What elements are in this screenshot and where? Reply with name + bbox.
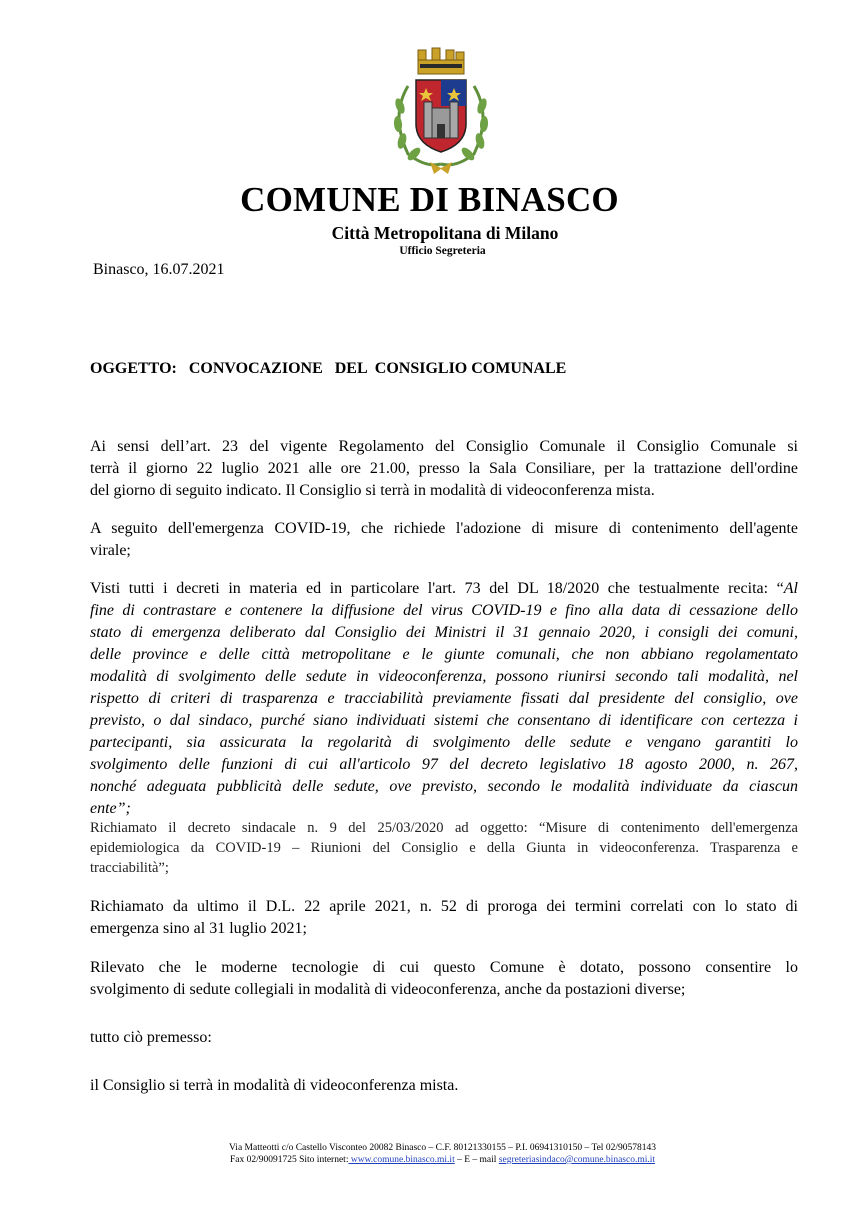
text-line: svolgimento di sedute collegiali in modalità di videoconferenza, anche da postazioni diverse; bbox=[90, 981, 686, 998]
text-line: tutto ciò premesso: bbox=[90, 1029, 212, 1046]
quote-line: rispetto di criteri di trasparenza e tracciabilità previamente fissati dal presidente del consiglio, ove bbox=[90, 690, 798, 707]
text-line: epidemiologica da COVID-19 – Riunioni del Consiglio e della Giunta in videoconferenza. Trasparenza e bbox=[90, 840, 798, 856]
paragraph-dl-extension bbox=[90, 896, 798, 940]
website-link[interactable]: www.comune.binasco.mi.it bbox=[348, 1155, 455, 1165]
paragraph-conclusion bbox=[90, 1075, 798, 1097]
paragraph-mayoral-decree bbox=[90, 818, 798, 878]
text-line: del giorno di seguito indicato. Il Consiglio si terrà in modalità di videoconferenza mista. bbox=[90, 482, 655, 499]
paragraph-emergency bbox=[90, 518, 798, 562]
quote-line: stato di emergenza deliberato dal Consiglio dei Ministri il 31 gennaio 2020, i consigli dei comuni, bbox=[90, 624, 798, 641]
footer-contacts bbox=[0, 1154, 859, 1166]
footer-fax: Fax 02/90091725 Sito internet: bbox=[229, 1155, 349, 1165]
footer-email-label: – E – mail bbox=[454, 1155, 499, 1165]
text-line: il Consiglio si terrà in modalità di videoconferenza mista. bbox=[90, 1077, 459, 1094]
text-line: tracciabilità”; bbox=[90, 860, 169, 876]
text-line: virale; bbox=[90, 542, 131, 559]
text-line: Richiamato il decreto sindacale n. 9 del 25/03/2020 ad oggetto: “Misure di contenimento dell'emergenza bbox=[90, 820, 798, 836]
text-line: A seguito dell'emergenza COVID-19, che richiede l'adozione di misure di contenimento dell'agente bbox=[90, 520, 798, 537]
org-name: COMUNE DI BINASCO bbox=[240, 180, 619, 219]
quote-line: fine di contrastare e contenere la diffusione del virus COVID-19 e fino alla data di cessazione dello bbox=[90, 602, 798, 619]
text-line: Rilevato che le moderne tecnologie di cui questo Comune è dotato, possono consentire lo bbox=[90, 959, 798, 976]
org-subtitle: Città Metropolitana di Milano bbox=[331, 223, 559, 243]
date-line: Binasco, 16.07.2021 bbox=[93, 261, 225, 278]
subject-line: OGGETTO: CONVOCAZIONE DEL CONSIGLIO COMUNALE bbox=[90, 360, 567, 377]
quote-line: previsto, o dal sindaco, purché siano individuati sistemi che consentano di identificare con certezza i bbox=[90, 712, 798, 729]
quote-line: ente”; bbox=[90, 800, 131, 817]
text-line: Ai sensi dell’art. 23 del vigente Regolamento del Consiglio Comunale il Consiglio Comunale si bbox=[90, 438, 798, 455]
footer-address: Via Matteotti c/o Castello Visconteo 20082 Binasco – C.F. 80121330155 – P.I. 06941310150 – Tel 02/90578143 bbox=[229, 1143, 656, 1153]
paragraph-decree-quote bbox=[90, 578, 798, 820]
coat-of-arms-icon bbox=[386, 46, 496, 176]
paragraph-technology bbox=[90, 957, 798, 1001]
quote-line: partecipanti, sia assicurata la regolarità di svolgimento delle sedute e vengano garantiti lo bbox=[90, 734, 798, 751]
footer bbox=[0, 1142, 859, 1166]
text-line: terrà il giorno 22 luglio 2021 alle ore 21.00, presso la Sala Consiliare, per la trattazione dell'ordine bbox=[90, 460, 798, 477]
office-name: Ufficio Segreteria bbox=[399, 245, 486, 257]
paragraph-convocation bbox=[90, 436, 798, 502]
quote-line: svolgimento delle funzioni di cui all'articolo 97 del decreto legislativo 18 agosto 2000, n. 267, bbox=[90, 756, 798, 773]
quote-line: delle province e delle città metropolitane e le giunte comunali, che non abbiano regolamentato bbox=[90, 646, 798, 663]
decree-intro: Visti tutti i decreti in materia ed in particolare l'art. 73 del DL 18/2020 che testualmente recita: “ bbox=[90, 580, 784, 597]
email-link[interactable]: segreteriasindaco@comune.binasco.mi.it bbox=[498, 1155, 656, 1165]
quote-line: modalità di svolgimento delle sedute in videoconferenza, possono riunirsi secondo tali modalità, nel bbox=[90, 668, 798, 685]
paragraph-premise bbox=[90, 1027, 798, 1049]
text-line: Richiamato da ultimo il D.L. 22 aprile 2021, n. 52 di proroga dei termini correlati con lo stato di bbox=[90, 898, 798, 915]
quote-text: Al bbox=[783, 580, 798, 597]
text-line: emergenza sino al 31 luglio 2021; bbox=[90, 920, 307, 937]
quote-line: nonché adeguata pubblicità delle sedute, ove previsto, secondo le modalità individuate da ciascun bbox=[90, 778, 798, 795]
text-line bbox=[90, 578, 798, 600]
